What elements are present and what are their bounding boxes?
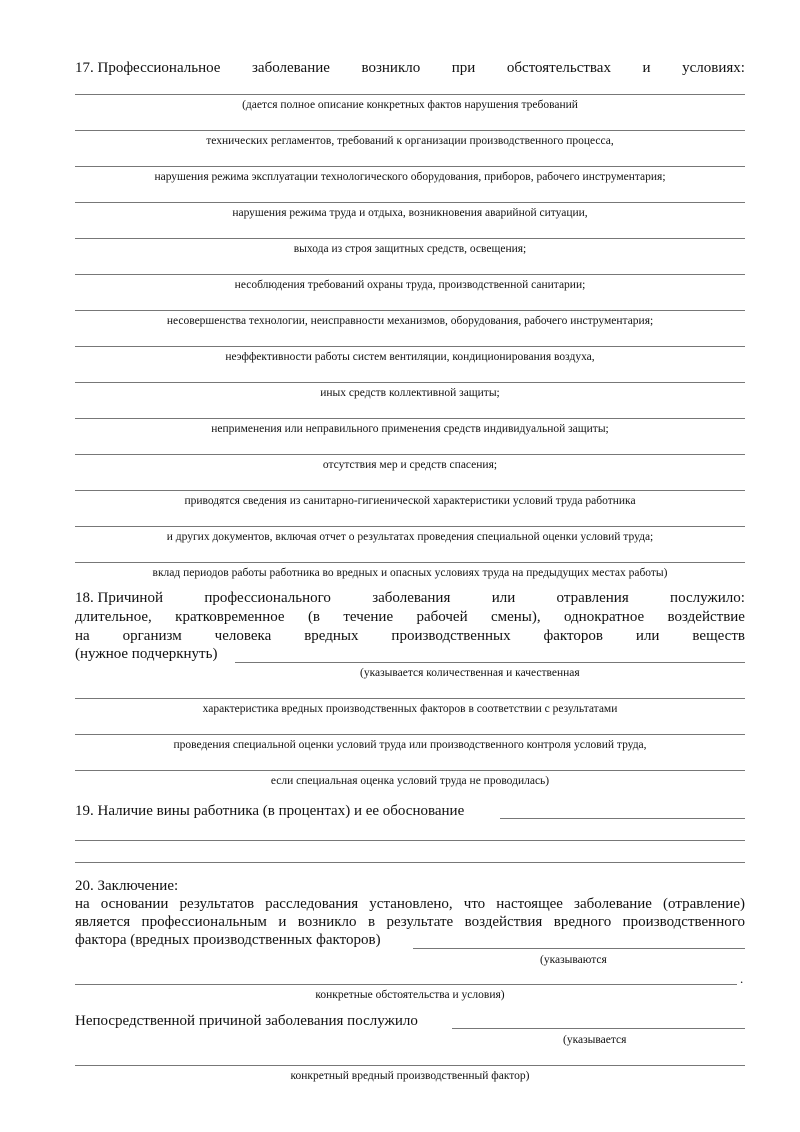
fill-line-17-14[interactable] — [75, 562, 745, 563]
fill-line-17-13[interactable] — [75, 526, 745, 527]
caption-20: конкретный вредный производственный фактор) — [290, 1070, 530, 1082]
text-word: (в — [307, 609, 321, 625]
fill-line-19-1[interactable] — [500, 818, 745, 819]
caption-17: и других документов, включая отчет о результатах проведения специальной оценки условий труда; — [166, 531, 654, 543]
caption-17: несовершенства технологии, неисправности механизмов, оборудования, рабочего инструментария; — [166, 315, 654, 327]
text-word: воздействие — [667, 609, 745, 625]
section-18-line-1 — [75, 590, 745, 607]
direct-cause-label: Непосредственной причиной заболевания послужило — [75, 1013, 418, 1029]
text-word: смены), — [490, 609, 541, 625]
heading-word: при — [451, 60, 476, 76]
text-word: факторов — [543, 628, 603, 644]
text-word: рабочей — [416, 609, 468, 625]
caption-17: выхода из строя защитных средств, освещения; — [293, 243, 527, 255]
text-word: отравления — [556, 590, 629, 606]
caption-17: вклад периодов работы работника во вредных и опасных условиях труда на предыдущих местах работы) — [152, 567, 668, 579]
caption-17: приводятся сведения из санитарно-гигиенической характеристики условий труда работника — [184, 495, 636, 507]
caption-17: неэффективности работы систем вентиляции, кондиционирования воздуха, — [225, 351, 595, 363]
fill-line-18-4[interactable] — [75, 770, 745, 771]
caption-20: (указываются — [540, 954, 607, 966]
text-word: 18. Причиной — [75, 590, 163, 606]
text-word: течение — [343, 609, 394, 625]
fill-line-20-2[interactable] — [75, 984, 737, 985]
section-20-line-1: на основании результатов расследования установлено, что настоящее заболевание (отравление) — [75, 896, 745, 912]
fill-line-17-2[interactable] — [75, 130, 745, 131]
text-word: человека — [214, 628, 272, 644]
caption-17: нарушения режима эксплуатации технологического оборудования, приборов, рабочего инструментария; — [154, 171, 666, 183]
fill-line-17-10[interactable] — [75, 418, 745, 419]
fill-line-17-4[interactable] — [75, 202, 745, 203]
caption-17: отсутствия мер и средств спасения; — [322, 459, 498, 471]
heading-word: заболевание — [252, 60, 330, 76]
section-20-line-2: является профессиональным и возникло в результате воздействия вредного производственного — [75, 914, 745, 930]
text-word: длительное, — [75, 609, 152, 625]
fill-line-17-5[interactable] — [75, 238, 745, 239]
text-word: веществ — [692, 628, 745, 644]
fill-line-19-2[interactable] — [75, 840, 745, 841]
caption-17: технических регламентов, требований к организации производственного процесса, — [206, 135, 614, 147]
caption-18: проведения специальной оценки условий труда или производственного контроля условий труда, — [173, 739, 647, 751]
text-word: организм — [122, 628, 182, 644]
text-word: производственных — [391, 628, 511, 644]
fill-line-20-4[interactable] — [75, 1065, 745, 1066]
section-18-line-3 — [75, 628, 745, 645]
section-20-factor-label: фактора (вредных производственных факторов) — [75, 932, 381, 948]
fill-line-17-6[interactable] — [75, 274, 745, 275]
caption-17: иных средств коллективной защиты; — [320, 387, 500, 399]
text-word: или — [491, 590, 516, 606]
fill-line-17-8[interactable] — [75, 346, 745, 347]
section-17-heading — [75, 60, 745, 77]
caption-17: нарушения режима труда и отдыха, возникновения аварийной ситуации, — [232, 207, 588, 219]
heading-word: обстоятельствах — [506, 60, 611, 76]
heading-word: возникло — [361, 60, 421, 76]
text-word: заболевания — [372, 590, 451, 606]
text-word: вредных — [304, 628, 359, 644]
fill-line-17-1[interactable] — [75, 94, 745, 95]
caption-18: если специальная оценка условий труда не проводилась) — [270, 775, 550, 787]
caption-17: неприменения или неправильного применения средств индивидуальной защиты; — [211, 423, 609, 435]
caption-18: характеристика вредных производственных факторов в соответствии с результатами — [202, 703, 618, 715]
fill-line-17-12[interactable] — [75, 490, 745, 491]
fill-line-20-3[interactable] — [452, 1028, 745, 1029]
section-20-heading: 20. Заключение: — [75, 878, 179, 894]
fill-line-20-1[interactable] — [413, 948, 745, 949]
caption-20: конкретные обстоятельства и условия) — [315, 989, 505, 1001]
fill-line-18-2[interactable] — [75, 698, 745, 699]
fill-line-17-9[interactable] — [75, 382, 745, 383]
text-word: на — [75, 628, 90, 644]
fill-line-18-1[interactable] — [235, 662, 745, 663]
section-18-line-2 — [75, 609, 745, 626]
heading-word: и — [642, 60, 651, 76]
text-word: или — [635, 628, 660, 644]
fill-line-17-11[interactable] — [75, 454, 745, 455]
trailing-period: . — [740, 971, 744, 986]
text-word: кратковременное — [175, 609, 285, 625]
text-word: послужило: — [670, 590, 745, 606]
caption-17: (дается полное описание конкретных фактов нарушения требований — [242, 99, 578, 111]
fill-line-17-7[interactable] — [75, 310, 745, 311]
caption-20: (указывается — [563, 1034, 627, 1046]
caption-17: несоблюдения требований охраны труда, производственной санитарии; — [234, 279, 586, 291]
underline-hint-label: (нужное подчеркнуть) — [75, 646, 218, 662]
fill-line-18-3[interactable] — [75, 734, 745, 735]
fill-line-17-3[interactable] — [75, 166, 745, 167]
text-word: однократное — [563, 609, 645, 625]
caption-18: (указывается количественная и качественная — [360, 667, 580, 679]
heading-word: условиях: — [682, 60, 745, 76]
fill-line-19-3[interactable] — [75, 862, 745, 863]
section-19-label: 19. Наличие вины работника (в процентах) и ее обоснование — [75, 803, 465, 819]
text-word: профессионального — [204, 590, 331, 606]
heading-word: 17. Профессиональное — [75, 60, 221, 76]
